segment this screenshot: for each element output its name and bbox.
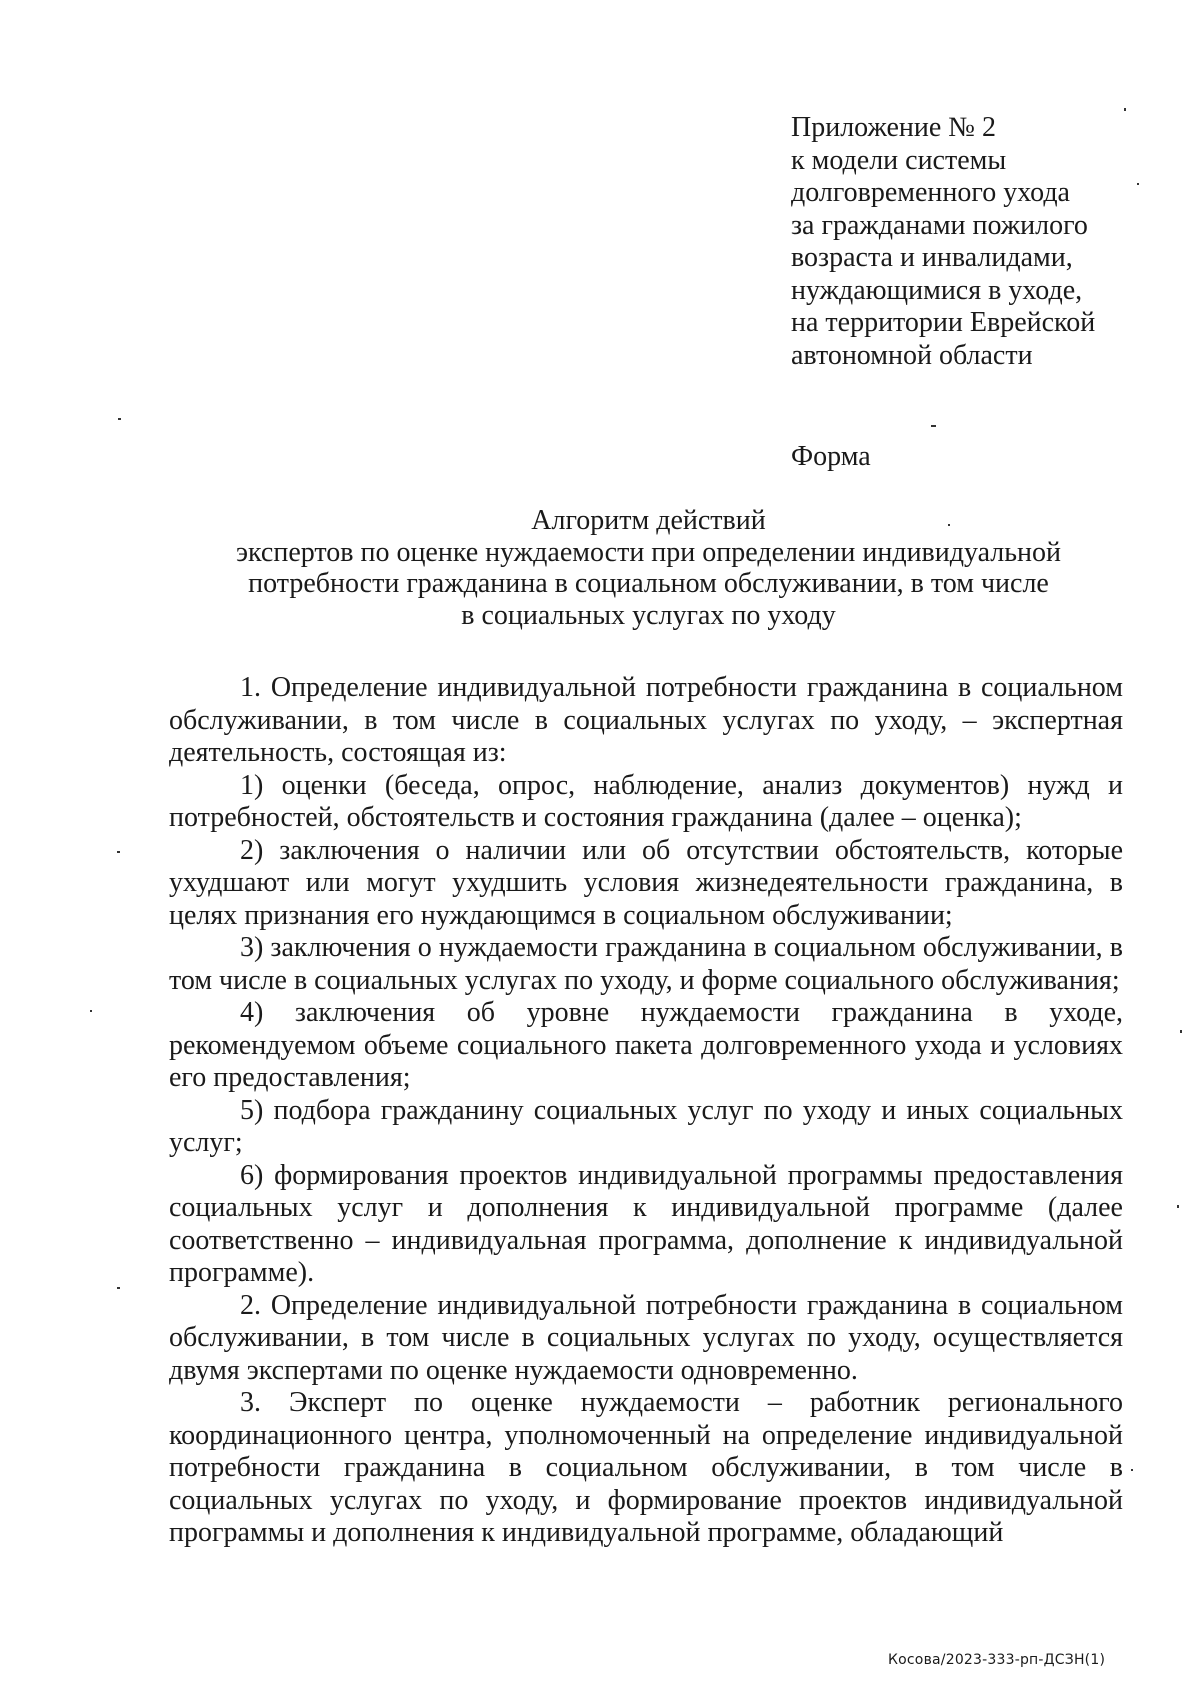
scan-speck (117, 851, 120, 853)
title-line: потребности гражданина в социальном обслуживании, в том числе (248, 568, 1049, 599)
paragraph: 3) заключения о нуждаемости гражданина в социальном обслуживании, в том числе в социальных услугах по уходу, и форме социального обслуживания; (169, 932, 1123, 996)
scan-speck (1177, 1205, 1179, 1208)
appendix-line: Приложение № 2 (791, 112, 996, 143)
document-title (150, 505, 1147, 631)
scan-speck (117, 1287, 120, 1289)
scan-speck (1137, 183, 1139, 185)
appendix-line: автономной области (791, 339, 1033, 371)
scan-speck (948, 524, 950, 526)
title-line: в социальных услугах по уходу (461, 599, 836, 631)
appendix-line: на территории Еврейской (791, 307, 1096, 338)
appendix-line: нуждающимися в уходе, (791, 274, 1083, 306)
footer-code: Косова/2023-333-рп-ДСЗН(1) (888, 1652, 1106, 1668)
appendix-line: к модели системы (791, 144, 1007, 176)
paragraph: 3. Эксперт по оценке нуждаемости – работник регионального координационного центра, уполномоченный на определение индивидуальной потребности гражданина в социальном обслуживании, в том числе в социальных услугах по уходу, и формирование проектов индивидуальной программы и дополнения к индивидуальной программе, обладающий (169, 1387, 1123, 1548)
paragraph: 6) формирования проектов индивидуальной программы предоставления социальных услуг и дополнения к индивидуальной программе (далее соответственно – индивидуальная программа, дополнение к индивидуальной программе). (169, 1159, 1123, 1288)
document-body (169, 672, 1123, 1550)
scan-speck (931, 425, 936, 427)
appendix-line: долговременного ухода (791, 177, 1070, 208)
paragraph: 1) оценки (беседа, опрос, наблюдение, анализ документов) нужд и потребностей, обстоятельств и состояния гражданина (далее – оценка); (169, 769, 1123, 833)
scan-speck (90, 1010, 92, 1012)
appendix-line: за гражданами пожилого (791, 209, 1088, 241)
scan-speck (1124, 108, 1126, 111)
title-line: Алгоритм действий (531, 505, 766, 536)
scan-speck (1131, 1469, 1133, 1471)
scan-speck (1180, 1030, 1182, 1033)
appendix-header (791, 112, 1171, 372)
paragraph: 2) заключения о наличии или об отсутствии обстоятельств, которые ухудшают или могут ухудшить условия жизнедеятельности гражданина, в целях признания его нуждающимся в социальном обслуживании; (169, 834, 1123, 931)
paragraph: 2. Определение индивидуальной потребности гражданина в социальном обслуживании, в том числе в социальных услугах по уходу, осуществляется двумя экспертами по оценке нуждаемости одновременно. (169, 1289, 1123, 1386)
appendix-line: возраста и инвалидами, (791, 242, 1073, 273)
scan-speck (118, 418, 121, 420)
paragraph: 4) заключения об уровне нуждаемости гражданина в уходе, рекомендуемом объеме социального пакета долговременного ухода и условиях его предоставления; (169, 997, 1123, 1093)
paragraph: 1. Определение индивидуальной потребности гражданина в социальном обслуживании, в том числе в социальных услугах по уходу, – экспертная деятельность, состоящая из: (169, 672, 1123, 768)
title-line: экспертов по оценке нуждаемости при определении индивидуальной (235, 536, 1062, 568)
paragraph: 5) подбора гражданину социальных услуг по уходу и иных социальных услуг; (169, 1094, 1123, 1158)
form-label: Форма (791, 441, 871, 472)
